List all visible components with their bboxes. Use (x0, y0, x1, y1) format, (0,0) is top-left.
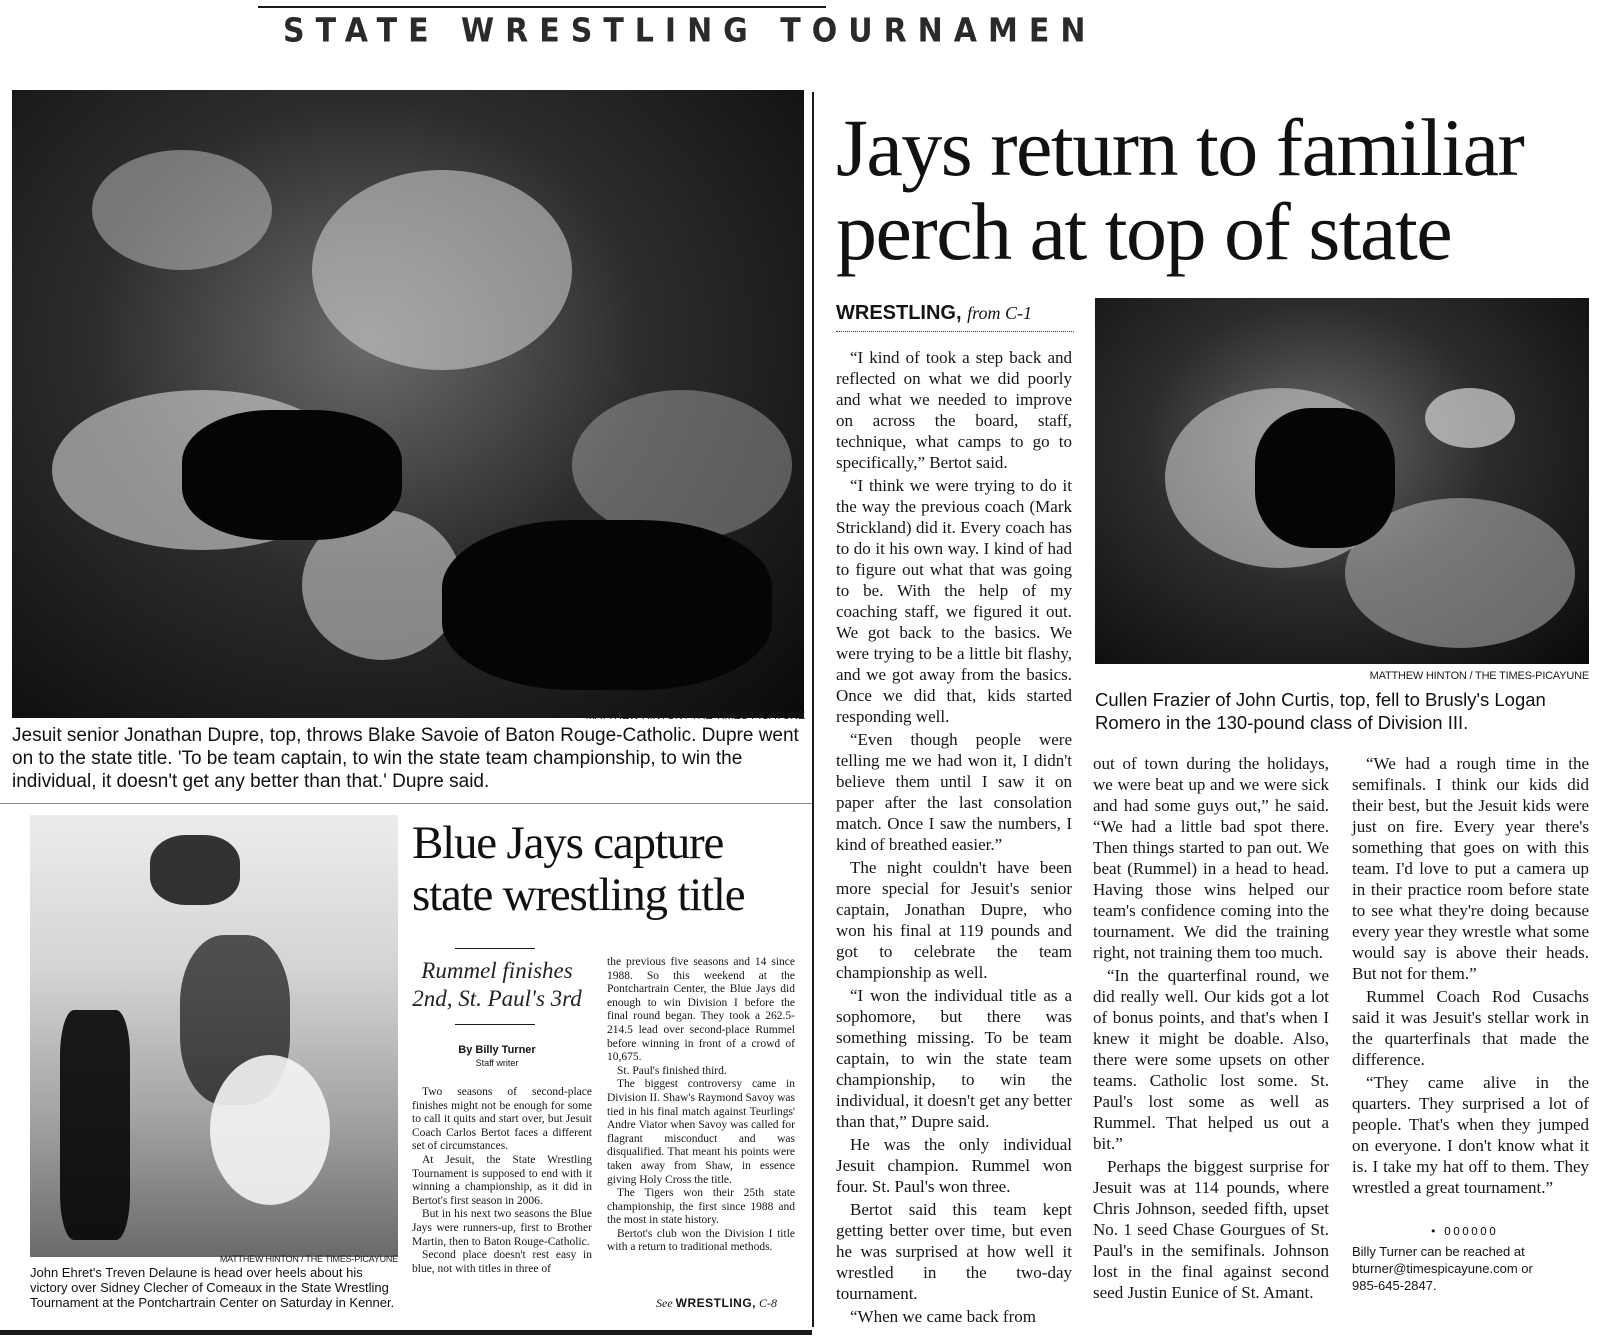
story2-col1-para: Bertot said this team kept getting better over time, but even he was surprised at how well it wrestled in the two-day tournament. (836, 1200, 1072, 1303)
column-divider (812, 92, 814, 1327)
story2-headline-line1: Jays return to familiar (836, 102, 1524, 193)
left-bottom-rule (0, 1330, 812, 1335)
story1-col1-para: Two seasons of second-place finishes might not be enough for some to call it quits and start over, but Jesuit Coach Carlos Bertot faces a different set of circumstances. (412, 1086, 592, 1153)
left-photo-caption: John Ehret's Treven Delaune is head over heels about his victory over Sidney Clecher of Comeaux in the State Wrestling Tournament at the Pontchartrain Center on Saturday in Kenner. (30, 1265, 395, 1310)
tagline-line2: bturner@timespicayune.com or (1352, 1261, 1533, 1276)
story2-column-3 (1352, 753, 1589, 1200)
main-photo-credit: MATTHEW HINTON / THE TIMES-PICAYUNE (585, 710, 805, 722)
deck-top-rule (455, 948, 535, 949)
story1-column-1 (412, 1086, 592, 1276)
left-wrestling-photo (30, 815, 398, 1257)
story2-col3-para: Rummel Coach Rod Cusachs said it was Jesuit's stellar work in the quarterfinals that made the difference. (1352, 987, 1589, 1069)
story2-col1-para: “When we came back from (850, 1307, 1036, 1326)
jump-prefix: See (656, 1296, 673, 1310)
tagline-line3: 985-645-2847. (1352, 1278, 1437, 1293)
left-photo-credit: MATTHEW HINTON / THE TIMES-PICAYUNE (219, 1254, 398, 1264)
story1-col1-para: But in his next two seasons the Blue Jays were runners-up, first to Brother Martin, then to Baton Rouge-Catholic. (412, 1208, 592, 1248)
deck-bottom-rule (455, 1024, 535, 1025)
kicker-top-rule (258, 6, 826, 8)
from-label: WRESTLING, (836, 302, 962, 324)
story2-headline (836, 102, 1596, 277)
story2-col1-para: “I won the individual title as a sophomore, but there was something missing. To be team captain, to win the state team championship, to win the individual, it doesn't get any better than that,” Dupre said. (836, 986, 1072, 1131)
from-page: from C-1 (967, 303, 1032, 323)
story2-column-2 (1093, 753, 1329, 1305)
story2-col1-para: “I think we were trying to do it the way the previous coach (Mark Strickland) did it. Every coach has to do it his own way. I kind of had to figure out what that was going to be. With the help of my coaching staff, we figured it out. We got back to the basics. We were trying to be a little bit flashy, and we got away from the basics. Once we did that, kids started responding well. (836, 476, 1072, 726)
story1-col2-para: the previous five seasons and 14 since 1988. So this weekend at the Pontchartrain Center, the Blue Jays did enough to win Division I before the final round began. They took a 262.5-214.5 lead over second-place Rummel before winning in front of a crowd of 10,675. (607, 956, 795, 1064)
right-photo-caption: Cullen Frazier of John Curtis, top, fell to Brusly's Logan Romero in the 130-pound class of Division III. (1095, 689, 1546, 733)
story2-col3-para: “They came alive in the quarters. They surprised a lot of people. That's when they jumped on everyone. I don't know what it is. I take my hat off to them. They wrestled a great tournament.” (1352, 1073, 1589, 1197)
section-kicker: STATE WRESTLING TOURNAMEN (283, 12, 1097, 51)
story2-column-1 (836, 347, 1072, 1329)
story1-headline-line2: state wrestling title (412, 869, 745, 921)
story1-byline-role: Staff writer (475, 1058, 519, 1068)
story1-headline-line1: Blue Jays capture (412, 817, 724, 869)
story2-from-line (836, 302, 1074, 332)
main-wrestling-photo (12, 90, 804, 718)
jump-page: C-8 (758, 1296, 777, 1310)
tagline-line1: Billy Turner can be reached at (1352, 1244, 1525, 1259)
story1-headline (412, 817, 807, 921)
story1-deck (412, 957, 582, 1013)
story2-col3-para: “We had a rough time in the semifinals. I think our kids did their best, but the Jesuit kids were just on fire. Every year there's something that goes on with this team. I'd love to put a camera up in their practice room before state to see what they're doing because every year they wrestle what some would say is above their heads. But not for them.” (1352, 754, 1589, 983)
story2-col2-para: “In the quarterfinal round, we did really well. Our kids got a lot of bonus points, and that's when I knew it might be doable. Also, there were some upsets on other teams. Catholic lost some. St. Paul's lost some as well as Rummel. That helped us out a bit.” (1093, 966, 1329, 1153)
story2-col2-para: Perhaps the biggest surprise for Jesuit was at 114 pounds, where Chris Johnson, seeded fifth, upset No. 1 seed Chase Gourgues of St. Paul's in the semifinals. Johnson lost in the final against second seed Justin Eunice of St. Amant. (1093, 1157, 1329, 1302)
right-photo-credit: MATTHEW HINTON / THE TIMES-PICAYUNE (1369, 670, 1589, 682)
story1-col2-para: The Tigers won their 25th state championship, the first since 1988 and the most in state history. (607, 1187, 795, 1227)
story2-tagline (1352, 1243, 1589, 1294)
left-mid-rule (0, 803, 812, 804)
story1-byline: By Billy Turner (458, 1044, 536, 1056)
story1-jump-line (656, 1296, 777, 1311)
story1-col1-para: Second place doesn't rest easy in blue, not with titles in three of (412, 1249, 592, 1275)
story2-col1-para: “I kind of took a step back and reflected on what we did poorly and what we needed to improve on across the board, staff, technique, what camps to go to specifically,” Bertot said. (836, 348, 1072, 472)
story1-col2-para: Bertot's club won the Division I title with a return to traditional methods. (607, 1227, 795, 1254)
right-wrestling-photo (1095, 298, 1589, 664)
main-photo-caption: Jesuit senior Jonathan Dupre, top, throws Blake Savoie of Baton Rouge-Catholic. Dupre went on to the state title. 'To be team captain, to win the state team championship, to win the individual, it doesn't get any better than that.' Dupre said. (12, 725, 799, 792)
story2-headline-line2: perch at top of state (836, 186, 1452, 277)
story2-col1-para: He was the only individual Jesuit champion. Rummel won four. St. Paul's won three. (836, 1135, 1072, 1196)
story2-end-mark: • 000000 (1430, 1225, 1498, 1238)
story2-col1-para: “Even though people were telling me we had won it, I didn't believe them until I saw it on paper after the last consolation match. Once I saw the numbers, I kind of breathed easier.” (836, 730, 1072, 854)
story1-col1-para: At Jesuit, the State Wrestling Tournament is supposed to end with it winning a championship, as it did in Bertot's first season in 2006. (412, 1153, 592, 1207)
story2-col2-para: out of town during the holidays, we were beat up and we were sick and had some guys out,” he said. “We had a little bad spot there. Then things started to pan out. We beat (Rummel) in a head to head. Having those wins helped our team's confidence coming into the tournament. We did the training right, not training them too much. (1093, 754, 1329, 962)
story1-deck-line2: 2nd, St. Paul's 3rd (412, 986, 582, 1011)
jump-label: WRESTLING, (675, 1296, 756, 1310)
story1-deck-line1: Rummel finishes (421, 958, 573, 983)
story2-col1-para: The night couldn't have been more special for Jesuit's senior captain, Jonathan Dupre, who won his final at 119 pounds and got to celebrate the team championship as well. (836, 858, 1072, 982)
story1-column-2 (607, 956, 795, 1255)
story1-col2-para: St. Paul's finished third. (617, 1064, 727, 1077)
story1-col2-para: The biggest controversy came in Division II. Shaw's Raymond Savoy was tied in his final match against Teurlings' Andre Viator when Savoy was called for flagrant misconduct and was disqualified. That meant his points were taken away from Shaw, in essence giving Holy Cross the title. (607, 1078, 795, 1186)
